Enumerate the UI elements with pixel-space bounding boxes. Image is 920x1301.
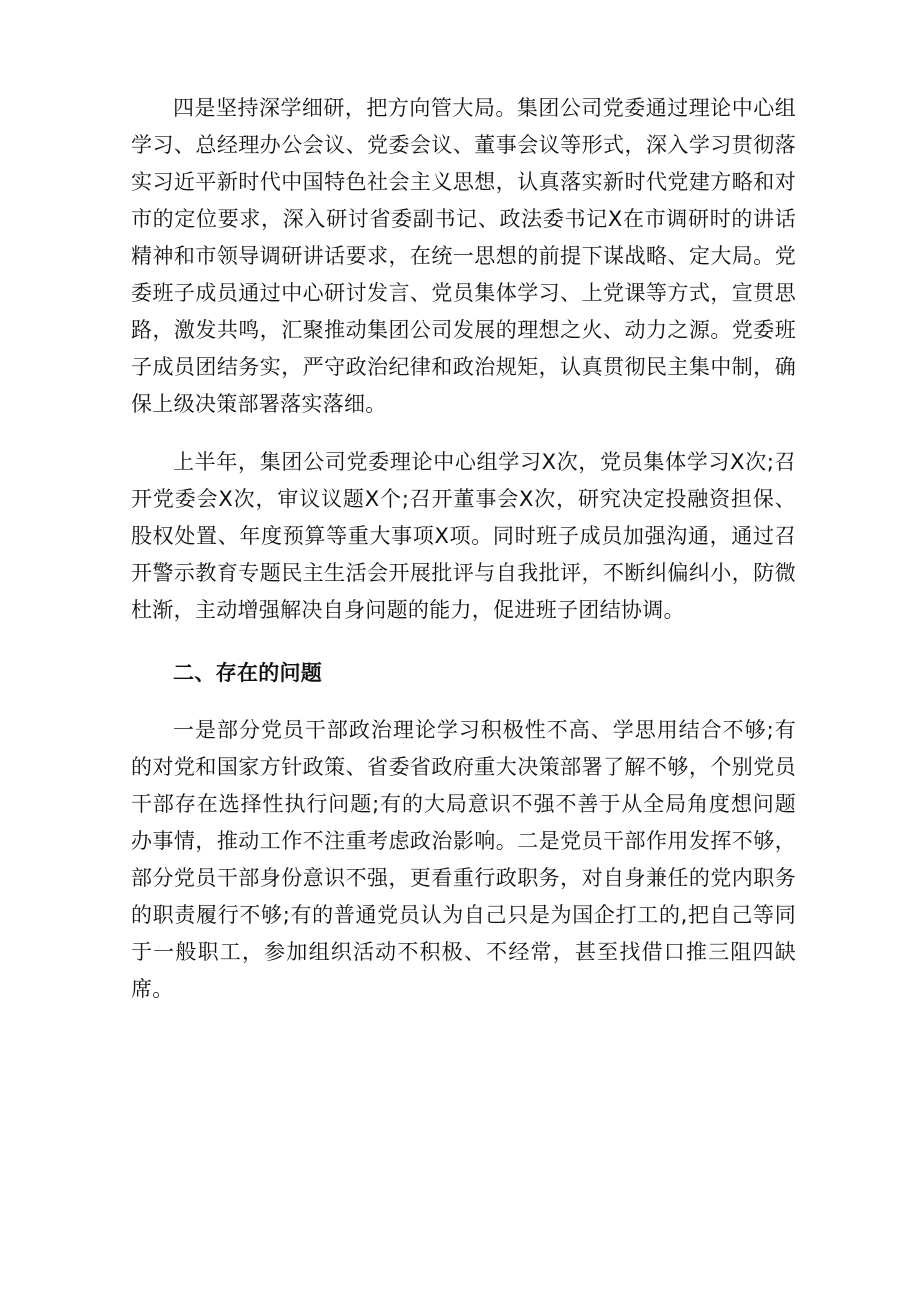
paragraph-problems: 一是部分党员干部政治理论学习积极性不高、学思用结合不够;有的对党和国家方针政策、省委省政府重大决策部署了解不够，个别党员干部存在选择性执行问题;有的大局意识不强不善于从全局角度想问题办事情，推动工作不注重考虑政治影响。二是党员干部作用发挥不够，部分党员干部身份意识不强，更看重行政职务，对自身兼任的党内职务的职责履行不够;有的普通党员认为自己只是为国企打工的,把自己等同于一般职工，参加组织活动不积极、不经常，甚至找借口推三阻四缺席。 — [131, 718, 796, 1001]
paragraph-first-half-summary: 上半年，集团公司党委理论中心组学习X次，党员集体学习X次;召开党委会X次，审议议题X个;召开董事会X次，研究决定投融资担保、股权处置、年度预算等重大事项X项。同时班子成员加强沟通，通过召开警示教育专题民主生活会开展批评与自我批评，不断纠偏纠小，防微杜渐，主动增强解决自身问题的能力，促进班子团结协调。 — [131, 450, 796, 622]
document-body — [131, 90, 796, 1008]
paragraph-study-leadership: 四是坚持深学细研，把方向管大局。集团公司党委通过理论中心组学习、总经理办公会议、党委会议、董事会议等形式，深入学习贯彻落实习近平新时代中国特色社会主义思想，认真落实新时代党建方略和对市的定位要求，深入研讨省委副书记、政法委书记X在市调研时的讲话精神和市领导调研讲话要求，在统一思想的前提下谋战略、定大局。党委班子成员通过中心研讨发言、党员集体学习、上党课等方式，宣贯思路，激发共鸣，汇聚推动集团公司发展的理想之火、动力之源。党委班子成员团结务实，严守政治纪律和政治规矩，认真贯彻民主集中制，确保上级决策部署落实落细。 — [131, 96, 796, 416]
section-heading-problems: 二、存在的问题 — [173, 661, 323, 685]
